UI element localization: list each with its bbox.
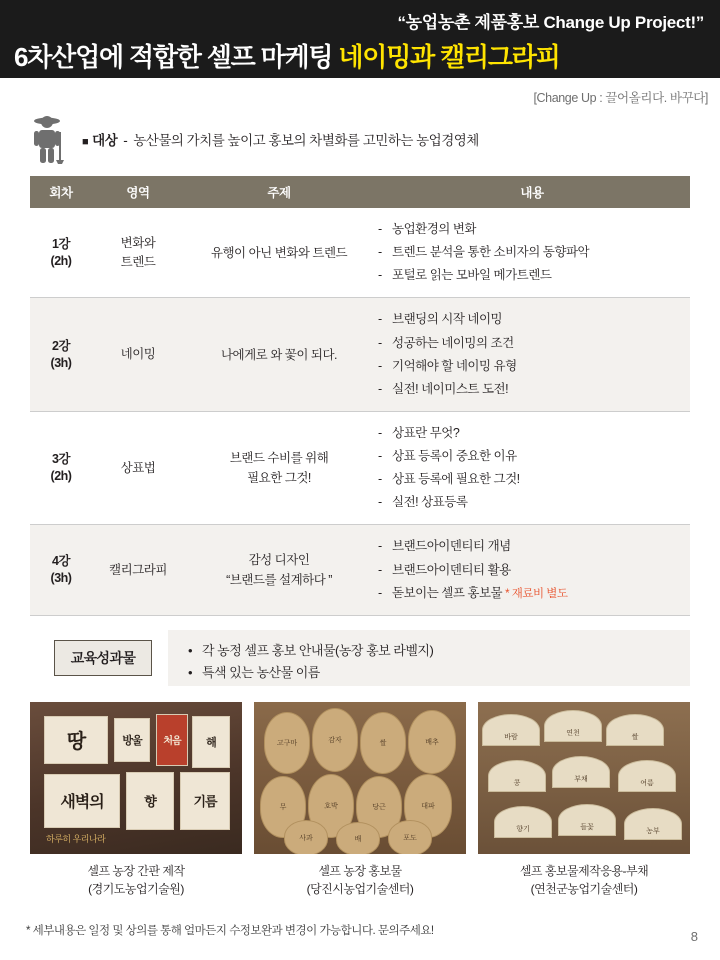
calligraphy-card: 땅 [44,716,108,764]
cell-content [374,411,690,525]
wood-tag: 포도 [388,820,432,854]
wood-tag: 배 [336,822,380,854]
content-line [378,218,686,241]
content-text: 실전! 네이미스트 도전! [392,381,509,396]
content-dash: - [378,472,382,487]
caption-line: 셀프 농장 간판 제작 [87,863,185,878]
content-line [378,355,686,378]
session-number: 3강 [51,452,71,467]
cell-topic [184,411,374,525]
list-item [188,640,690,662]
footer-note: * 세부내용은 일정 및 상의를 통해 얼마든지 수정보완과 변경이 가능합니다. 문의주세요! [26,925,434,937]
content-dash: - [378,312,382,327]
content-dash: - [378,381,382,396]
header-title-accent: 네이밍과 캘리그라피 [338,42,560,72]
session-number: 4강 [51,554,71,569]
session-number: 1강 [51,236,71,251]
fan-item: 연천 [544,710,602,742]
column-header-area: 영역 [92,176,184,208]
cell-session [30,411,92,525]
photo-signboard-image [30,702,242,854]
content-line [378,264,686,287]
content-line [378,491,686,514]
content-dash: - [378,222,382,236]
session-hours: (3h) [50,571,72,586]
content-text: 포털로 읽는 모바일 메가트렌드 [392,268,552,283]
content-dash: - [378,245,382,260]
page-number: 8 [690,929,698,944]
fan-item: 들꽃 [558,804,616,836]
content-line [378,559,686,582]
calligraphy-card: 처음 [156,714,188,766]
table-row [30,298,690,412]
fan-item: 쌀 [606,714,664,746]
content-dash: - [378,539,382,554]
fan-item: 콩 [488,760,546,792]
wood-tag: 대파 [404,774,452,838]
content-line [378,308,686,331]
photo-item [30,702,242,898]
cell-topic [184,208,374,298]
content-dash: - [378,449,382,463]
area-line: 변화와 [120,235,156,250]
wood-tag: 배추 [408,710,456,774]
farmer-icon [26,114,68,164]
content-text: 브랜드아이덴티티 개념 [392,539,511,554]
content-line [378,241,686,264]
caption-source: (당진시농업기술센터) [306,881,414,896]
fan-item: 농부 [624,808,682,840]
cell-topic [184,298,374,412]
wood-tag: 고구마 [264,712,310,774]
target-section [0,112,720,166]
outcomes-section [30,630,690,686]
photo-caption [30,862,242,898]
target-dash: - [123,133,128,148]
photo-fans-image [478,702,690,854]
area-line: 트렌드 [120,254,156,269]
topic-line: 브랜드 수비를 위해 [229,451,329,466]
content-dash: - [378,335,382,350]
cell-area [92,411,184,525]
cell-content [374,208,690,298]
photo-item [478,702,690,898]
caption-line: 셀프 농장 홍보물 [318,863,402,878]
photo-woodtags-image [254,702,466,854]
calligraphy-card: 방울 [114,718,150,762]
content-dash: - [378,268,382,283]
cell-area [92,208,184,298]
content-line [378,332,686,355]
wood-tag: 무 [260,776,306,838]
topic-line: 유행이 아닌 변화와 트렌드 [210,245,348,260]
target-description: 농산물의 가치를 높이고 홍보의 차별화를 고민하는 농업경영체 [133,133,479,148]
content-text: 실전! 상표등록 [392,495,468,510]
photo-signature: 하루히 우리나라 [46,833,106,844]
cell-session [30,525,92,616]
header-title-main: 6차산업에 적합한 셀프 마케팅 [14,42,339,72]
session-hours: (2h) [50,253,72,268]
fan-item: 향기 [494,806,552,838]
content-dash: - [378,562,382,577]
wood-tag: 사과 [284,820,328,854]
content-dash: - [378,495,382,510]
content-text: 농업환경의 변화 [392,222,476,236]
target-label: 대상 [92,133,118,148]
column-header-topic: 주제 [184,176,374,208]
content-note: * 재료비 별도 [505,587,568,600]
topic-line: 필요한 그것! [247,471,311,486]
page-header [0,0,720,78]
content-text: 상표 등록에 필요한 그것! [392,472,520,487]
cell-session [30,298,92,412]
calligraphy-card: 새벽의 [44,774,120,828]
content-dash: - [378,358,382,373]
bullet-dot-icon: • [188,664,193,680]
calligraphy-card: 향 [126,772,174,830]
table-row [30,411,690,525]
caption-source: (경기도농업기술원) [88,881,184,896]
table-row [30,208,690,298]
list-item [188,662,690,684]
area-line: 네이밍 [120,347,156,362]
photo-caption [254,862,466,898]
calligraphy-card: 기름 [180,772,230,830]
content-text: 성공하는 네이밍의 조건 [392,335,514,350]
cell-session [30,208,92,298]
wood-tag: 당근 [356,776,402,838]
header-tagline: [Change Up : 끌어올리다. 바꾸다] [533,91,708,105]
photo-item [254,702,466,898]
outcome-text: 각 농정 셀프 홍보 안내물(농장 홍보 라벨지) [202,642,434,658]
content-line [378,535,686,558]
cell-content [374,298,690,412]
content-text: 트렌드 분석을 통한 소비자의 동향파악 [392,245,590,260]
content-line [378,422,686,445]
outcomes-badge: 교육성과물 [54,640,152,676]
topic-line: 나에게로 와 꽃이 되다. [220,347,338,362]
wood-tag: 호박 [308,774,354,838]
outcomes-list [168,630,690,686]
content-text: 브랜드아이덴티티 활용 [392,562,511,577]
caption-line: 셀프 홍보물제작응용-부채 [519,863,649,878]
header-title [14,37,706,74]
caption-source: (연천군농업기술센터) [530,881,638,896]
session-number: 2강 [51,338,71,353]
content-text: 상표란 무엇? [392,425,460,440]
session-hours: (2h) [50,469,72,484]
content-line [378,378,686,401]
wood-tag: 감자 [312,708,358,772]
area-line: 캘리그라피 [109,562,167,577]
cell-area [92,298,184,412]
cell-content [374,525,690,616]
wood-tag: 쌀 [360,712,406,774]
header-subtitle: “농업농촌 제품홍보 Change Up Project!” [397,13,704,32]
fan-item: 부채 [552,756,610,788]
table-row [30,525,690,616]
bullet-dot-icon: • [188,642,193,658]
content-text: 돋보이는 셀프 홍보물 [392,585,503,600]
calligraphy-card: 해 [192,716,230,768]
fan-item: 바람 [482,714,540,746]
content-line [378,445,686,468]
table-header-row [30,176,690,208]
session-hours: (3h) [50,355,72,370]
target-text [82,129,479,149]
schedule-table [30,176,690,616]
content-line [378,468,686,491]
column-header-session: 회차 [30,176,92,208]
content-line [378,582,686,605]
fan-item: 여름 [618,760,676,792]
topic-line: 감성 디자인 [248,553,310,568]
photo-caption [478,862,690,898]
cell-topic [184,525,374,616]
content-dash: - [378,425,382,440]
topic-line: “브랜드를 설계하다 ” [226,573,332,588]
cell-area [92,525,184,616]
bullet-square-icon: ■ [82,136,89,148]
content-text: 상표 등록이 중요한 이유 [392,449,517,463]
area-line: 상표법 [120,460,156,475]
column-header-content: 내용 [374,176,690,208]
content-dash: - [378,585,382,600]
content-text: 브랜딩의 시작 네이밍 [392,312,503,327]
outcome-text: 특색 있는 농산물 이름 [202,664,320,680]
photo-gallery [30,702,690,898]
content-text: 기억해야 할 네이밍 유형 [392,358,517,373]
